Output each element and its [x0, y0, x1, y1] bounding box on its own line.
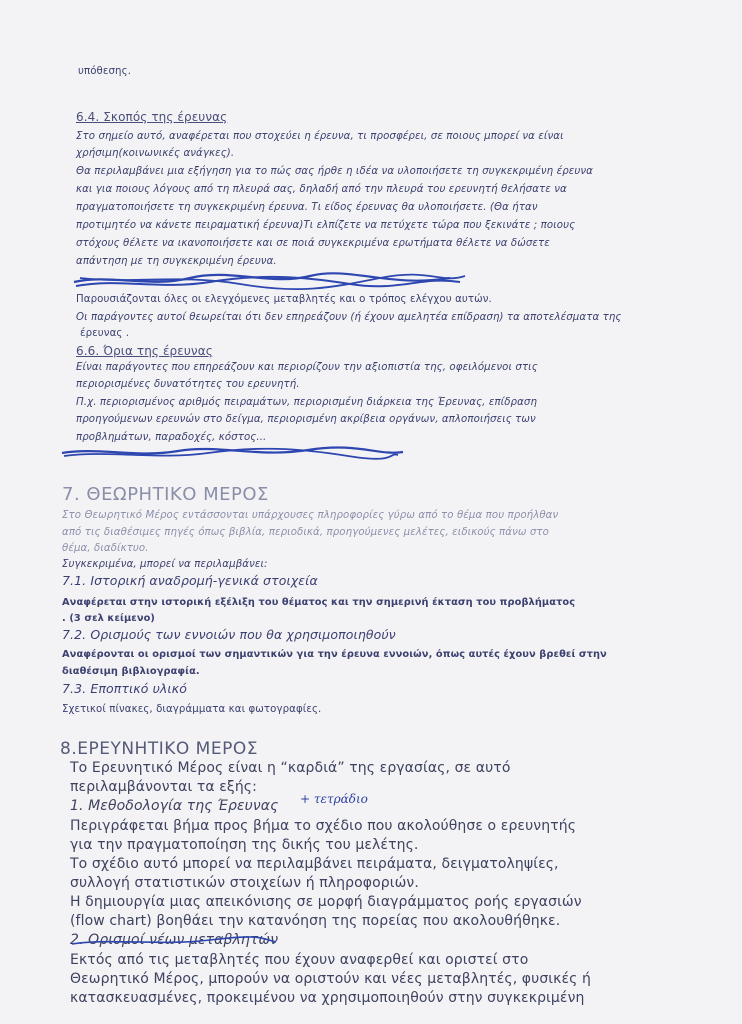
text-line: Το σχέδιο αυτό μπορεί να περιλαμβάνει πειράματα, δειγματοληψίες,	[70, 856, 559, 872]
text-line: διαθέσιμη βιβλιογραφία.	[62, 666, 200, 677]
text-line: Στο σημείο αυτό, αναφέρεται που στοχεύει η έρευνα, τι προσφέρει, σε ποιους μπορεί να είναι	[76, 131, 564, 142]
text-line: περιλαμβάνονται τα εξής:	[70, 779, 257, 795]
text-line: Το Ερευνητικό Μέρος είναι η “καρδιά” της εργασίας, σε αυτό	[70, 760, 511, 776]
text-line: θέμα, διαδίκτυο.	[62, 543, 149, 554]
subsection-heading-8-2: 2. Ορισμοί νέων μεταβλητών	[70, 932, 279, 948]
crossed-out-heading	[70, 270, 470, 292]
text-line: υπόθεσης.	[78, 66, 132, 77]
handwritten-note: + τετράδιο	[300, 792, 368, 806]
text-line: Οι παράγοντες αυτοί θεωρείται ότι δεν επηρεάζουν (ή έχουν αμελητέα επίδραση) τα αποτελέσματα της	[76, 312, 622, 323]
text-line: Περιγράφεται βήμα προς βήμα το σχέδιο που ακολούθησε ο ερευνητής	[70, 818, 577, 834]
text-line: Π.χ. περιορισμένος αριθμός πειραμάτων, περιορισμένη διάρκεια της Έρευνας, επίδραση	[76, 397, 538, 408]
text-line: Σχετικοί πίνακες, διαγράμματα και φωτογραφίες.	[62, 704, 322, 715]
section-heading-6-6: 6.6. Όρια της έρευνας	[76, 344, 213, 358]
subsection-heading-7-3: 7.3. Εποπτικό υλικό	[62, 681, 187, 696]
text-line: για την πραγματοποίηση της δικής του μελέτης.	[70, 837, 419, 853]
text-line: (flow chart) βοηθάει την κατανόηση της πορείας που ακολουθήθηκε.	[70, 913, 561, 929]
text-line: Θα περιλαμβάνει μια εξήγηση για το πώς σας ήρθε η ιδέα να υλοποιήσετε τη συγκεκριμένη έρευνα	[76, 166, 593, 177]
section-heading-6-4: 6.4. Σκοπός της έρευνας	[76, 110, 228, 124]
text-line: απάντηση με τη συγκεκριμένη έρευνα.	[76, 256, 277, 267]
subsection-heading-8-1: 1. Μεθοδολογία της Έρευνας	[70, 798, 279, 814]
text-line: χρήσιμη(κοινωνικές ανάγκες).	[76, 148, 235, 159]
text-line: και για ποιους λόγους από τη πλευρά σας, δηλαδή από την πλευρά του ερευνητή θελήσατε να	[76, 184, 567, 195]
text-line: Η δημιουργία μιας απεικόνισης σε μορφή διαγράμματος ροής εργασιών	[70, 894, 582, 910]
text-line: πραγματοποιήσετε τη συγκεκριμένη έρευνα. Τι είδος έρευνας θα υλοποιήσετε. (Θα ήταν	[76, 202, 538, 213]
section-heading-8: 8.ΕΡΕΥΝΗΤΙΚΟ ΜΕΡΟΣ	[60, 739, 258, 759]
text-line: Συγκεκριμένα, μπορεί να περιλαμβάνει:	[62, 559, 268, 570]
text-line: προηγούμενων ερευνών στο δείγμα, περιορισμένη ακρίβεια οργάνων, απλοποιήσεις των	[76, 414, 536, 425]
section-heading-7: 7. ΘΕΩΡΗΤΙΚΟ ΜΕΡΟΣ	[62, 484, 269, 505]
text-line: Στο Θεωρητικό Μέρος εντάσσονται υπάρχουσες πληροφορίες γύρω από το θέμα που προήλθαν	[62, 510, 559, 521]
text-line: κατασκευασμένες, προκειμένου να χρησιμοποιηθούν στην συγκεκριμένη	[70, 990, 585, 1006]
text-line: Αναφέρεται στην ιστορική εξέλιξη του θέματος και την σημερινή έκταση του προβλήματος	[62, 597, 576, 608]
text-line: προτιμητέο να κάνετε πειραματική έρευνα)Τι ελπίζετε να πετύχετε τώρα που ξεκινάτε ; ποιους	[76, 220, 576, 231]
text-line: Παρουσιάζονται όλες οι ελεγχόμενες μεταβλητές και ο τρόπος ελέγχου αυτών.	[76, 294, 492, 305]
text-line: από τις διαθέσιμες πηγές όπως βιβλία, περιοδικά, προηγούμενες μελέτες, ειδικούς πάνω στο	[62, 527, 549, 538]
pen-underline-mark	[70, 934, 280, 948]
text-line: . (3 σελ κείμενο)	[62, 613, 156, 624]
subsection-heading-7-1: 7.1. Ιστορική αναδρομή-γενικά στοιχεία	[62, 573, 318, 588]
text-line: προβλημάτων, παραδοχές, κόστος...	[76, 432, 267, 443]
subsection-heading-7-2: 7.2. Ορισμούς των εννοιών που θα χρησιμοποιηθούν	[62, 627, 396, 642]
text-line: συλλογή στατιστικών στοιχείων ή πληροφοριών.	[70, 875, 419, 891]
text-line: Θεωρητικό Μέρος, μπορούν να οριστούν και νέες μεταβλητές, φυσικές ή	[70, 971, 592, 987]
crossed-out-line	[58, 444, 408, 462]
text-line: έρευνας .	[80, 328, 130, 339]
text-line: Είναι παράγοντες που επηρεάζουν και περιορίζουν την αξιοπιστία της, οφειλόμενοι στις	[76, 362, 538, 373]
text-line: Αναφέρονται οι ορισμοί των σημαντικών για την έρευνα εννοιών, όπως αυτές έχουν βρεθεί στην	[62, 649, 607, 660]
text-line: περιορισμένες δυνατότητες του ερευνητή.	[76, 379, 300, 390]
text-line: Εκτός από τις μεταβλητές που έχουν αναφερθεί και οριστεί στο	[70, 952, 529, 968]
text-line: στόχους θέλετε να ικανοποιήσετε και σε ποιά συγκεκριμένα ερωτήματα θέλετε να δώσετε	[76, 238, 550, 249]
